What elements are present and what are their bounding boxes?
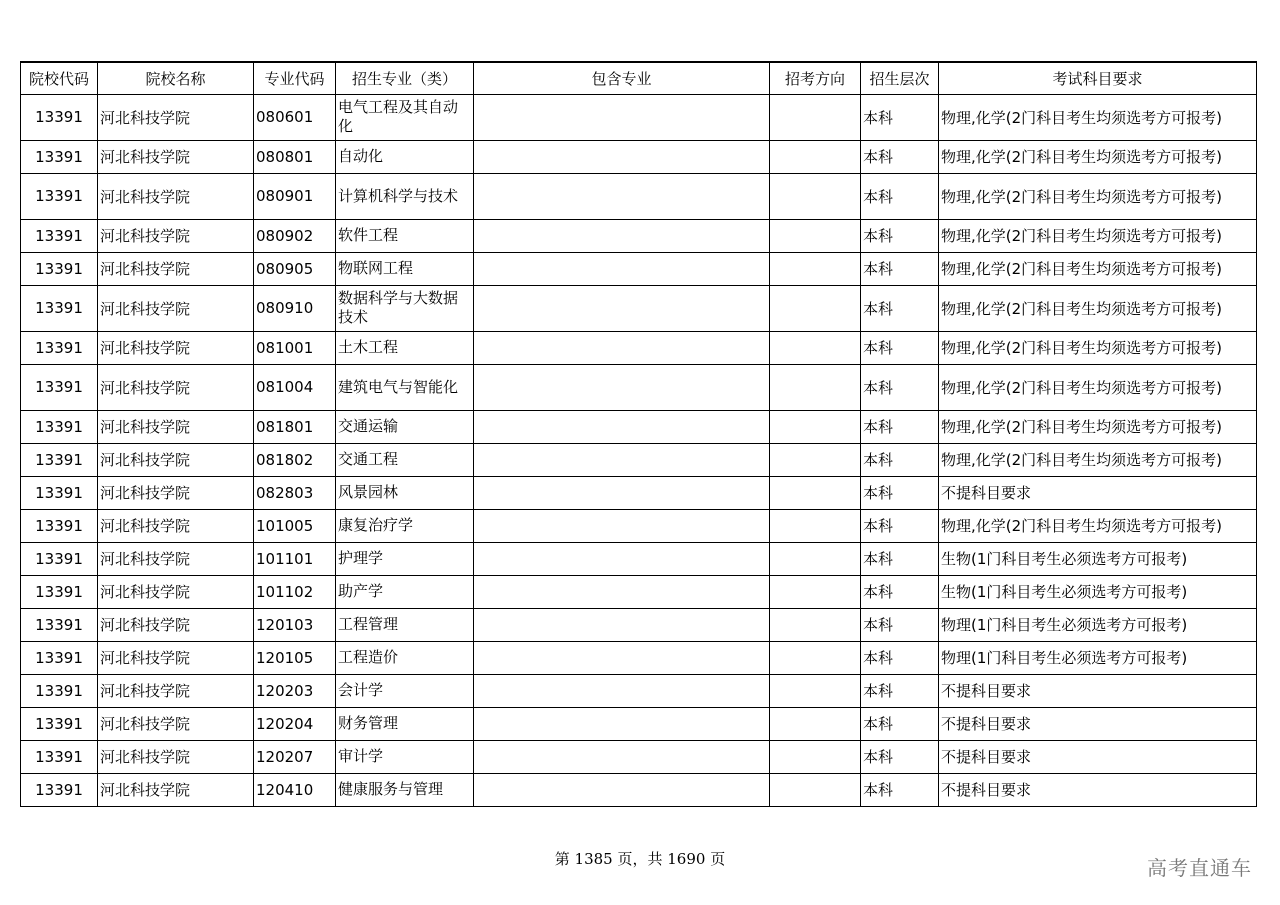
cell-major: 助产学 xyxy=(336,575,474,608)
cell-school-name: 河北科技学院 xyxy=(98,410,254,443)
cell-school-name: 河北科技学院 xyxy=(98,252,254,285)
cell-direction xyxy=(770,173,861,219)
cell-major: 工程造价 xyxy=(336,641,474,674)
cell-direction xyxy=(770,773,861,806)
cell-level: 本科 xyxy=(861,740,939,773)
cell-subject-requirement: 物理,化学(2门科目考生均须选考方可报考) xyxy=(939,94,1257,140)
cell-school-name: 河北科技学院 xyxy=(98,140,254,173)
cell-direction xyxy=(770,443,861,476)
cell-included-majors xyxy=(474,674,770,707)
table-row xyxy=(21,740,1257,773)
cell-school-name: 河北科技学院 xyxy=(98,542,254,575)
cell-major-code: 080905 xyxy=(254,252,336,285)
header-direction: 招考方向 xyxy=(770,62,861,94)
cell-major: 交通运输 xyxy=(336,410,474,443)
cell-major-code: 081802 xyxy=(254,443,336,476)
cell-included-majors xyxy=(474,94,770,140)
cell-included-majors xyxy=(474,707,770,740)
cell-major-code: 101101 xyxy=(254,542,336,575)
cell-school-code: 13391 xyxy=(21,608,98,641)
header-major-code: 专业代码 xyxy=(254,62,336,94)
table-row xyxy=(21,773,1257,806)
cell-direction xyxy=(770,641,861,674)
cell-major-code: 101005 xyxy=(254,509,336,542)
cell-included-majors xyxy=(474,773,770,806)
cell-included-majors xyxy=(474,509,770,542)
table-row xyxy=(21,331,1257,364)
cell-subject-requirement: 物理(1门科目考生必须选考方可报考) xyxy=(939,641,1257,674)
cell-major-code: 080801 xyxy=(254,140,336,173)
cell-level: 本科 xyxy=(861,140,939,173)
cell-level: 本科 xyxy=(861,364,939,410)
cell-included-majors xyxy=(474,575,770,608)
cell-direction xyxy=(770,410,861,443)
cell-school-name: 河北科技学院 xyxy=(98,575,254,608)
cell-major-code: 120204 xyxy=(254,707,336,740)
cell-level: 本科 xyxy=(861,773,939,806)
cell-school-code: 13391 xyxy=(21,509,98,542)
cell-school-code: 13391 xyxy=(21,773,98,806)
cell-included-majors xyxy=(474,331,770,364)
cell-subject-requirement: 生物(1门科目考生必须选考方可报考) xyxy=(939,575,1257,608)
cell-subject-requirement: 物理,化学(2门科目考生均须选考方可报考) xyxy=(939,410,1257,443)
cell-major: 软件工程 xyxy=(336,219,474,252)
header-level: 招生层次 xyxy=(861,62,939,94)
cell-direction xyxy=(770,252,861,285)
cell-subject-requirement: 不提科目要求 xyxy=(939,740,1257,773)
cell-school-name: 河北科技学院 xyxy=(98,476,254,509)
cell-school-code: 13391 xyxy=(21,542,98,575)
cell-direction xyxy=(770,509,861,542)
cell-subject-requirement: 不提科目要求 xyxy=(939,773,1257,806)
page-number: 第 1385 页，共 1690 页 xyxy=(554,850,726,868)
table-row xyxy=(21,509,1257,542)
cell-school-code: 13391 xyxy=(21,331,98,364)
cell-level: 本科 xyxy=(861,608,939,641)
table-row xyxy=(21,707,1257,740)
cell-direction xyxy=(770,674,861,707)
cell-subject-requirement: 不提科目要求 xyxy=(939,674,1257,707)
cell-included-majors xyxy=(474,443,770,476)
cell-major: 土木工程 xyxy=(336,331,474,364)
table-row xyxy=(21,476,1257,509)
cell-level: 本科 xyxy=(861,410,939,443)
cell-level: 本科 xyxy=(861,285,939,331)
cell-level: 本科 xyxy=(861,509,939,542)
cell-major: 风景园林 xyxy=(336,476,474,509)
cell-level: 本科 xyxy=(861,641,939,674)
cell-school-code: 13391 xyxy=(21,173,98,219)
cell-included-majors xyxy=(474,364,770,410)
cell-school-code: 13391 xyxy=(21,575,98,608)
cell-subject-requirement: 物理,化学(2门科目考生均须选考方可报考) xyxy=(939,364,1257,410)
header-included-majors: 包含专业 xyxy=(474,62,770,94)
cell-major-code: 081001 xyxy=(254,331,336,364)
header-major: 招生专业（类） xyxy=(336,62,474,94)
cell-major-code: 120203 xyxy=(254,674,336,707)
table-row xyxy=(21,641,1257,674)
cell-level: 本科 xyxy=(861,476,939,509)
cell-included-majors xyxy=(474,219,770,252)
cell-major: 审计学 xyxy=(336,740,474,773)
cell-major: 建筑电气与智能化 xyxy=(336,364,474,410)
cell-included-majors xyxy=(474,410,770,443)
cell-direction xyxy=(770,140,861,173)
cell-school-name: 河北科技学院 xyxy=(98,331,254,364)
cell-major-code: 120207 xyxy=(254,740,336,773)
cell-major-code: 082803 xyxy=(254,476,336,509)
table-row xyxy=(21,173,1257,219)
cell-major: 电气工程及其自动化 xyxy=(336,94,474,140)
cell-direction xyxy=(770,740,861,773)
cell-subject-requirement: 物理,化学(2门科目考生均须选考方可报考) xyxy=(939,252,1257,285)
cell-major-code: 081004 xyxy=(254,364,336,410)
cell-subject-requirement: 不提科目要求 xyxy=(939,476,1257,509)
cell-direction xyxy=(770,476,861,509)
cell-major: 康复治疗学 xyxy=(336,509,474,542)
cell-included-majors xyxy=(474,641,770,674)
cell-included-majors xyxy=(474,252,770,285)
cell-included-majors xyxy=(474,608,770,641)
cell-school-code: 13391 xyxy=(21,740,98,773)
cell-major-code: 080901 xyxy=(254,173,336,219)
cell-school-code: 13391 xyxy=(21,410,98,443)
cell-major-code: 080902 xyxy=(254,219,336,252)
cell-school-name: 河北科技学院 xyxy=(98,173,254,219)
cell-level: 本科 xyxy=(861,219,939,252)
cell-school-name: 河北科技学院 xyxy=(98,641,254,674)
cell-direction xyxy=(770,608,861,641)
cell-subject-requirement: 物理,化学(2门科目考生均须选考方可报考) xyxy=(939,443,1257,476)
cell-included-majors xyxy=(474,542,770,575)
cell-school-code: 13391 xyxy=(21,219,98,252)
cell-school-name: 河北科技学院 xyxy=(98,219,254,252)
cell-level: 本科 xyxy=(861,173,939,219)
cell-major-code: 080910 xyxy=(254,285,336,331)
cell-major: 计算机科学与技术 xyxy=(336,173,474,219)
cell-school-code: 13391 xyxy=(21,252,98,285)
cell-school-code: 13391 xyxy=(21,364,98,410)
table-row xyxy=(21,410,1257,443)
table-row xyxy=(21,140,1257,173)
cell-included-majors xyxy=(474,740,770,773)
cell-subject-requirement: 物理,化学(2门科目考生均须选考方可报考) xyxy=(939,509,1257,542)
cell-school-code: 13391 xyxy=(21,674,98,707)
cell-school-name: 河北科技学院 xyxy=(98,707,254,740)
table-body xyxy=(21,94,1257,806)
cell-school-code: 13391 xyxy=(21,707,98,740)
table-row xyxy=(21,285,1257,331)
cell-school-name: 河北科技学院 xyxy=(98,285,254,331)
cell-school-name: 河北科技学院 xyxy=(98,443,254,476)
cell-school-code: 13391 xyxy=(21,94,98,140)
cell-major: 财务管理 xyxy=(336,707,474,740)
table-row xyxy=(21,364,1257,410)
cell-subject-requirement: 不提科目要求 xyxy=(939,707,1257,740)
cell-subject-requirement: 物理,化学(2门科目考生均须选考方可报考) xyxy=(939,173,1257,219)
cell-major: 工程管理 xyxy=(336,608,474,641)
cell-major: 健康服务与管理 xyxy=(336,773,474,806)
cell-school-name: 河北科技学院 xyxy=(98,509,254,542)
cell-major: 物联网工程 xyxy=(336,252,474,285)
cell-school-code: 13391 xyxy=(21,641,98,674)
header-school-name: 院校名称 xyxy=(98,62,254,94)
cell-subject-requirement: 物理,化学(2门科目考生均须选考方可报考) xyxy=(939,219,1257,252)
cell-direction xyxy=(770,94,861,140)
cell-major: 数据科学与大数据技术 xyxy=(336,285,474,331)
cell-school-code: 13391 xyxy=(21,140,98,173)
cell-major-code: 120103 xyxy=(254,608,336,641)
cell-school-name: 河北科技学院 xyxy=(98,740,254,773)
cell-school-name: 河北科技学院 xyxy=(98,608,254,641)
table-row xyxy=(21,252,1257,285)
cell-direction xyxy=(770,575,861,608)
cell-major-code: 080601 xyxy=(254,94,336,140)
cell-direction xyxy=(770,285,861,331)
cell-level: 本科 xyxy=(861,443,939,476)
table-header-row xyxy=(21,62,1257,94)
cell-major-code: 101102 xyxy=(254,575,336,608)
cell-included-majors xyxy=(474,173,770,219)
header-school-code: 院校代码 xyxy=(21,62,98,94)
cell-school-name: 河北科技学院 xyxy=(98,364,254,410)
table-row xyxy=(21,608,1257,641)
table-row xyxy=(21,443,1257,476)
cell-major-code: 081801 xyxy=(254,410,336,443)
cell-school-name: 河北科技学院 xyxy=(98,674,254,707)
cell-major-code: 120410 xyxy=(254,773,336,806)
cell-major-code: 120105 xyxy=(254,641,336,674)
cell-level: 本科 xyxy=(861,674,939,707)
cell-school-name: 河北科技学院 xyxy=(98,773,254,806)
table-row xyxy=(21,674,1257,707)
cell-level: 本科 xyxy=(861,94,939,140)
table-row xyxy=(21,575,1257,608)
cell-included-majors xyxy=(474,476,770,509)
cell-subject-requirement: 物理,化学(2门科目考生均须选考方可报考) xyxy=(939,331,1257,364)
cell-level: 本科 xyxy=(861,542,939,575)
cell-major: 交通工程 xyxy=(336,443,474,476)
table-row xyxy=(21,94,1257,140)
header-subject-requirement: 考试科目要求 xyxy=(939,62,1257,94)
admissions-table xyxy=(20,61,1257,807)
cell-level: 本科 xyxy=(861,707,939,740)
cell-subject-requirement: 生物(1门科目考生必须选考方可报考) xyxy=(939,542,1257,575)
cell-direction xyxy=(770,542,861,575)
cell-school-code: 13391 xyxy=(21,285,98,331)
cell-level: 本科 xyxy=(861,331,939,364)
watermark-logo: 高考直通车 xyxy=(1147,856,1252,880)
table-row xyxy=(21,542,1257,575)
cell-school-code: 13391 xyxy=(21,443,98,476)
cell-subject-requirement: 物理(1门科目考生必须选考方可报考) xyxy=(939,608,1257,641)
cell-subject-requirement: 物理,化学(2门科目考生均须选考方可报考) xyxy=(939,140,1257,173)
cell-level: 本科 xyxy=(861,575,939,608)
cell-major: 自动化 xyxy=(336,140,474,173)
cell-direction xyxy=(770,707,861,740)
cell-major: 护理学 xyxy=(336,542,474,575)
cell-subject-requirement: 物理,化学(2门科目考生均须选考方可报考) xyxy=(939,285,1257,331)
cell-major: 会计学 xyxy=(336,674,474,707)
table-row xyxy=(21,219,1257,252)
cell-direction xyxy=(770,219,861,252)
cell-school-name: 河北科技学院 xyxy=(98,94,254,140)
cell-included-majors xyxy=(474,285,770,331)
cell-level: 本科 xyxy=(861,252,939,285)
cell-included-majors xyxy=(474,140,770,173)
cell-direction xyxy=(770,331,861,364)
cell-school-code: 13391 xyxy=(21,476,98,509)
cell-direction xyxy=(770,364,861,410)
